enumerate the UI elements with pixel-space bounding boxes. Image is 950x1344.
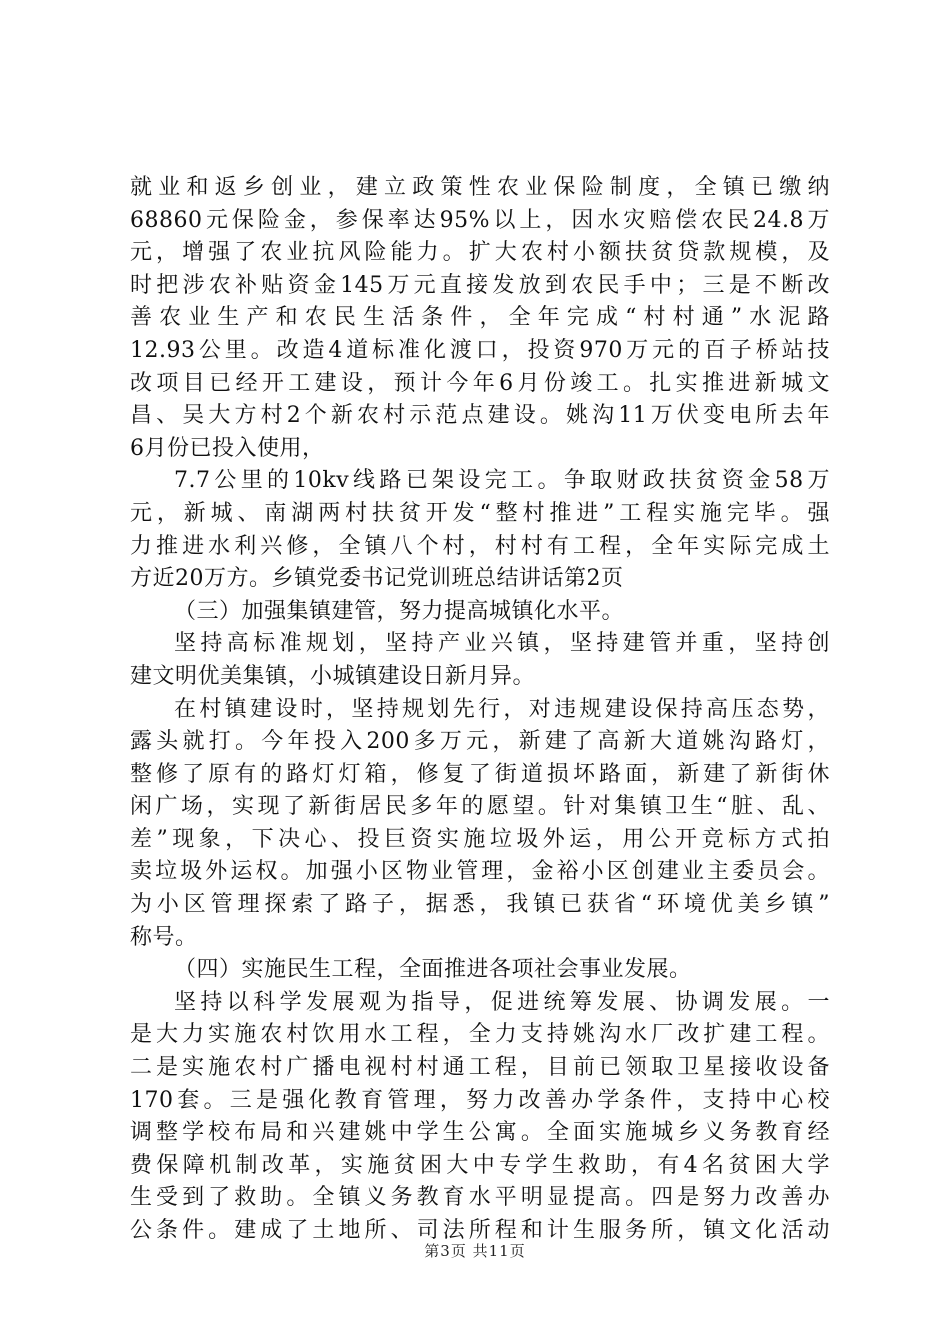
text-line: 12.93公里。改造4道标准化渡口，投资970万元的百子桥站技 [130, 337, 830, 363]
section-heading: （四）实施民生工程，全面推进各项社会事业发展。 [174, 957, 692, 983]
text-line: 在村镇建设时，坚持规划先行，对违规建设保持高压态势， [174, 696, 830, 722]
text-line: 公条件。建成了土地所、司法所程和计生服务所，镇文化活动 [130, 1218, 830, 1243]
text-line: 为小区管理探索了路子，据悉，我镇已获省“环境优美乡镇” [130, 892, 830, 918]
text-line: 就业和返乡创业，建立政策性农业保险制度，全镇已缴纳 [130, 175, 830, 200]
text-line: 善农业生产和农民生活条件，全年完成“村村通”水泥路 [130, 305, 830, 331]
text-line: 建文明优美集镇，小城镇建设日新月异。 [130, 663, 536, 689]
text-line: 力推进水利兴修，全镇八个村，村村有工程，全年实际完成土 [130, 533, 830, 559]
text-line: 7.7公里的10kv线路已架设完工。争取财政扶贫资金58万 [174, 468, 830, 494]
text-line: 调整学校布局和兴建姚中学生公寓。全面实施城乡义务教育经 [130, 1120, 830, 1146]
text-line: 整修了原有的路灯灯箱，修复了街道损坏路面，新建了新街休 [130, 761, 830, 787]
text-line: 卖垃圾外运权。加强小区物业管理，金裕小区创建业主委员会。 [130, 859, 830, 885]
text-line: 坚持以科学发展观为指导，促进统筹发展、协调发展。一 [174, 989, 830, 1015]
text-line: 坚持高标准规划，坚持产业兴镇，坚持建管并重，坚持创 [174, 631, 830, 657]
text-line: 时把涉农补贴资金145万元直接发放到农民手中；三是不断改 [130, 272, 830, 298]
text-line: 6月份已投入使用， [130, 435, 325, 461]
text-line: 昌、吴大方村2个新农村示范点建设。姚沟11万伏变电所去年 [130, 403, 830, 429]
text-line: 费保障机制改革，实施贫困大中专学生救助，有4名贫困大学 [130, 1152, 830, 1178]
section-heading: （三）加强集镇建管，努力提高城镇化水平。 [174, 598, 625, 624]
text-line: 元，新城、南湖两村扶贫开发“整村推进”工程实施完毕。强 [130, 500, 830, 526]
text-line: 改项目已经开工建设，预计今年6月份竣工。扎实推进新城文 [130, 370, 830, 396]
text-line: 元，增强了农业抗风险能力。扩大农村小额扶贫贷款规模，及 [130, 240, 830, 266]
document-body [130, 172, 830, 1248]
text-line: 方近20万方。乡镇党委书记党训班总结讲话第2页 [130, 566, 624, 592]
text-line: 称号。 [130, 924, 198, 950]
text-line: 是大力实施农村饮用水工程，全力支持姚沟水厂改扩建工程。 [130, 1022, 830, 1048]
page-number-footer: 第3页 共11页 [424, 1242, 526, 1260]
text-line: 差”现象，下决心、投巨资实施垃圾外运，用公开竞标方式拍 [130, 826, 830, 852]
text-line: 68860元保险金，参保率达95%以上，因水灾赔偿农民24.8万 [130, 207, 830, 233]
text-line: 闲广场，实现了新街居民多年的愿望。针对集镇卫生“脏、乱、 [130, 794, 830, 820]
text-line: 二是实施农村广播电视村村通工程，目前已领取卫星接收设备 [130, 1055, 830, 1081]
text-line: 生受到了救助。全镇义务教育水平明显提高。四是努力改善办 [130, 1185, 830, 1211]
text-line: 170套。三是强化教育管理，努力改善办学条件，支持中心校 [130, 1087, 830, 1113]
text-line: 露头就打。今年投入200多万元，新建了高新大道姚沟路灯， [130, 729, 830, 755]
